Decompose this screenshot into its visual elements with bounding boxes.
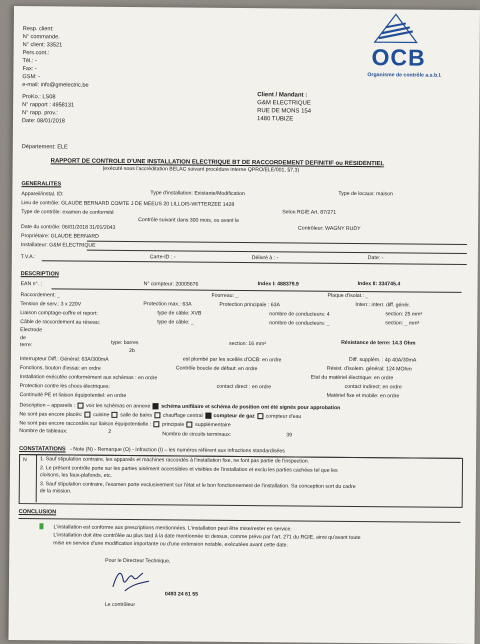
divider xyxy=(87,241,467,245)
nb-circuits: 39 xyxy=(286,432,293,439)
type-cable-reseau: type de câble: _ xyxy=(157,319,194,326)
green-marker xyxy=(39,523,43,529)
non-places-row xyxy=(19,411,301,420)
numero-compteur: N° compteur: 20005676 xyxy=(143,281,199,288)
checkbox-salle-bains xyxy=(112,412,118,418)
electrode-de: de xyxy=(20,335,26,342)
description-heading: DESCRIPTION xyxy=(20,271,59,278)
nb-tableaux-label: Nombre de tableaux: xyxy=(19,428,68,435)
date-controle: Date du contrôle: 06/01/2018 31/01/2043 xyxy=(21,224,116,231)
section-reseau: section: _ mm² xyxy=(385,320,420,327)
checkbox-principale xyxy=(154,421,160,427)
index-i: Index I: 488379.9 xyxy=(257,281,299,288)
compteur-gaz: compteur de gaz xyxy=(213,413,255,420)
conclusion-3: mise en service d'une modification importante ou d'une extension notable, exécutées avant cette date. xyxy=(53,540,289,549)
type-locaux: Type de locaux: maison xyxy=(338,190,393,198)
controleur: Contrôleur: WAGNY RUDY xyxy=(298,225,361,233)
constatations-legend: - Note (N) - Remarque (O) - Infraction (I) – les numéros réfèrent aux infractions standardisées xyxy=(70,446,285,455)
conclusion-1: L'installation est conforme aux prescriptions mentionnées. L'installation peut être mise/rester en service. xyxy=(53,524,292,533)
report-number: N° rapport : 4958131 xyxy=(22,102,75,109)
fourreau: Fourreau: _ xyxy=(211,292,239,299)
compteur-eau: compteur d'eau xyxy=(265,413,302,420)
type-installation: Type d'installation: Existante/Modification xyxy=(150,190,245,198)
plaque-isolation: Plaque d'isolat.: _ xyxy=(327,292,369,300)
chauffage: chauffage central xyxy=(162,412,203,420)
type-controle: Type de contrôle: examen de conformité xyxy=(21,209,114,216)
nb-tableaux: 2 xyxy=(108,428,112,435)
ocb-logo-name: OCB xyxy=(371,44,426,71)
selon-rgie: Selon RGIE Art. 87/271 xyxy=(282,209,337,216)
constatation-2a: 2. Le présent contrôle porte sur les parties aisément accessibles et visibles de l'installation et exclu les parties cachées tel que les xyxy=(39,465,338,474)
constatation-3b: de la mission. xyxy=(39,488,72,495)
contact-indirect: contact indirect: en ordre xyxy=(344,383,402,391)
protection-max: Protection max.: 63A xyxy=(143,301,192,308)
liaison-comptage: Liaison comptage-coffre et report: xyxy=(20,310,98,317)
non-places: Ne sont pas encore placés: xyxy=(19,411,83,418)
voir-schemas: voir les schémas en annexe xyxy=(86,403,151,410)
order-number: N° commande. xyxy=(22,34,60,41)
checkbox-schema-unifilaire xyxy=(153,403,159,409)
fax: Fax: - xyxy=(22,66,37,73)
supplementaire: supplémentaire xyxy=(195,421,231,429)
non-raccordes-row xyxy=(19,420,230,428)
non-raccordes: Ne sont pas encore raccordés sur liaison équipotentielle : xyxy=(19,420,152,428)
principale: principale xyxy=(162,421,185,428)
nb-conducteurs-reseau: nombre de conducteurs: _ xyxy=(269,320,330,327)
report-page xyxy=(8,6,480,644)
client-name: G&M ELECTRIQUE xyxy=(257,100,311,107)
department: Département: ELE xyxy=(21,144,68,151)
plombe-scelles: est plombé par les scellés d'OCB: en ordre xyxy=(182,356,282,364)
materiel-fixe-mobile: Matériel fixe et mobile: en ordre xyxy=(326,392,400,400)
resistance-isolement: Résist. d'isolem. général: 124 MOhm xyxy=(326,365,412,373)
carte-id: Carte-ID : - xyxy=(149,254,176,261)
protection-chocs: Protection contre les chocs électriques: xyxy=(19,383,110,390)
generalites-heading: GENERALITES xyxy=(21,181,62,188)
salle-bains: salle de bains xyxy=(120,412,153,419)
divider xyxy=(52,288,462,293)
electrode-count: 2b xyxy=(128,348,135,355)
ocb-logo-icon xyxy=(374,13,418,43)
installateur: Installateur: G&M ELECTRIQUE xyxy=(20,242,96,249)
nb-conducteurs-liaison: nombre de conducteurs: 4 xyxy=(269,311,330,318)
tva: T.V.A.: xyxy=(20,254,36,261)
email: e-mail: info@gmelectric.be xyxy=(22,82,89,89)
index-ii: Index II: 334745.4 xyxy=(357,281,401,288)
continuite-pe: Continuité PE et liaison équipotentiel: en ordre xyxy=(19,392,127,399)
date-delivrance: Date: - xyxy=(367,255,384,262)
report-title: RAPPORT DE CONTROLE D'UNE INSTALLATION ELECTRIQUE BT DE RACCORDEMENT DEFINITIF ou RESIDENTIEL xyxy=(50,158,385,168)
client-city: 1480 TUBIZE xyxy=(256,116,294,123)
electrode-terre: terre: xyxy=(20,342,33,349)
electrode-label: Electrode xyxy=(20,327,43,334)
constatations-col: N xyxy=(23,457,27,464)
client-street: RUE DE MONS 154 xyxy=(257,108,312,115)
pour-directeur: Pour le Directeur Technique, xyxy=(105,557,171,565)
etat-materiel: Etat du matériel électrique: en ordre xyxy=(310,374,394,382)
constatations-heading: CONSTATATIONS xyxy=(19,446,66,453)
divider xyxy=(19,518,461,523)
type-cable-liaison: type de câble: XVB xyxy=(157,310,202,317)
checkbox-cuisine xyxy=(85,412,91,418)
gsm: GSM: - xyxy=(22,74,41,81)
provisional-report-number: N° rapp. prov.: xyxy=(22,110,58,117)
proprietaire: Propriétaire: GLAUDE BERNARD xyxy=(20,233,99,240)
ocb-logo-subtitle: Organisme de contrôle a.s.b.l. xyxy=(367,72,442,79)
report-subtitle: (exécuté sous l'accréditation BELAC suivant procédure interne QPRO/ELE/001, §7.3) xyxy=(102,165,300,174)
delivre-a: Délivré à : - xyxy=(251,255,279,262)
raccordement: Raccordement: _ xyxy=(20,292,61,299)
constatation-2b: cloisons, les faux-plafonds, etc. xyxy=(39,472,113,479)
checkbox-voir-schemas xyxy=(78,403,84,409)
electrode-section: section: 16 mm² xyxy=(229,340,266,348)
le-controleur: Le contrôleur xyxy=(104,601,136,609)
description-appareils: Description – appareils : xyxy=(19,402,76,409)
client-number: N° client: 33521 xyxy=(22,42,63,49)
divider xyxy=(87,250,467,254)
checkbox-compteur-eau xyxy=(257,413,263,419)
cuisine: cuisine xyxy=(93,412,110,419)
schema-unifilaire: schéma unifilaire et schéma de position ont été signés pour approbation xyxy=(161,403,341,412)
nb-circuits-label: Nombre de circuits terminaux: xyxy=(162,431,232,438)
contact-direct: contact direct : en ordre xyxy=(216,383,272,391)
resp-client: Resp. client: xyxy=(22,26,54,33)
telephone: Tél.: - xyxy=(22,58,37,65)
signature-image xyxy=(109,565,157,595)
report-date: Date: 08/01/2018 xyxy=(21,118,65,125)
lieu-controle: Lieu de contrôle: GLAUDE BERNARD COMTE J DE MEEUS 20 LILLOIS-WITTERZEE 1428 xyxy=(21,200,235,208)
proko: ProKo.: LS08 xyxy=(22,94,56,101)
conclusion-2: L'installation doit être contrôlée au plus tard à la date mentionnée ici dessus, comme prévu par l'art. 271 du RGIE, ainsi qu'avant toute xyxy=(53,532,361,542)
ean: EAN n°. : xyxy=(20,281,43,288)
diff-supplementaire: Diff. supplém. : 4p 40A/30mA xyxy=(348,356,417,364)
appareil-id: Appareil/instal. ID: xyxy=(21,191,64,198)
fonctions-bouton: Fonctions, bouton d'essai: en ordre xyxy=(19,365,101,372)
controle-suivant: Contrôle suivant dans 300 mois, ou avant le xyxy=(138,217,240,224)
constatation-3a: 3. Sauf stipulation contraire, l'examen porte exclusivement sur l'état et le bon fonctionnement de l'installation. Sa conception sort du cadre xyxy=(39,481,356,490)
section-liaison: section: 25 mm² xyxy=(385,311,423,318)
resistance-terre: Résistance de terre: 14.3 Ohm xyxy=(341,339,416,347)
checkbox-chauffage xyxy=(154,412,160,418)
conclusion-heading: CONCLUSION xyxy=(18,509,57,516)
interrupteur-diff: Interrupteur Diff.: Général: 63A/300mA xyxy=(19,356,109,363)
checkbox-supplementaire xyxy=(187,422,193,428)
protection-principale: Protection principale : 63A xyxy=(219,301,280,309)
description-appareils-row xyxy=(19,402,340,411)
client-title: Client / Mandant : xyxy=(257,92,308,99)
checkbox-compteur-gaz xyxy=(205,413,211,419)
constatation-1: 1. Sauf stipulation contraire, les appareils et machines raccordés à l'installation fixe, ne font pas partie de l'inspection. xyxy=(40,456,310,465)
tension-service: Tension de serv.: 3 x 220V xyxy=(20,301,82,308)
electrode-type: type: barres xyxy=(111,339,139,347)
boucle-defaut: Contrôle boucle de défaut: en ordre xyxy=(175,365,258,373)
installation-schemas: Installation exécutée conformément aux schémas : en ordre xyxy=(19,374,158,382)
contact-person: Pers.cont.: xyxy=(22,50,50,57)
phone-number: 0493 24 61 55 xyxy=(164,591,199,598)
cable-raccordement-reseau: Câble de raccordement au réseau: xyxy=(20,319,101,326)
interrupteur-general: Interr.: interr. diff. génér. xyxy=(355,301,411,309)
